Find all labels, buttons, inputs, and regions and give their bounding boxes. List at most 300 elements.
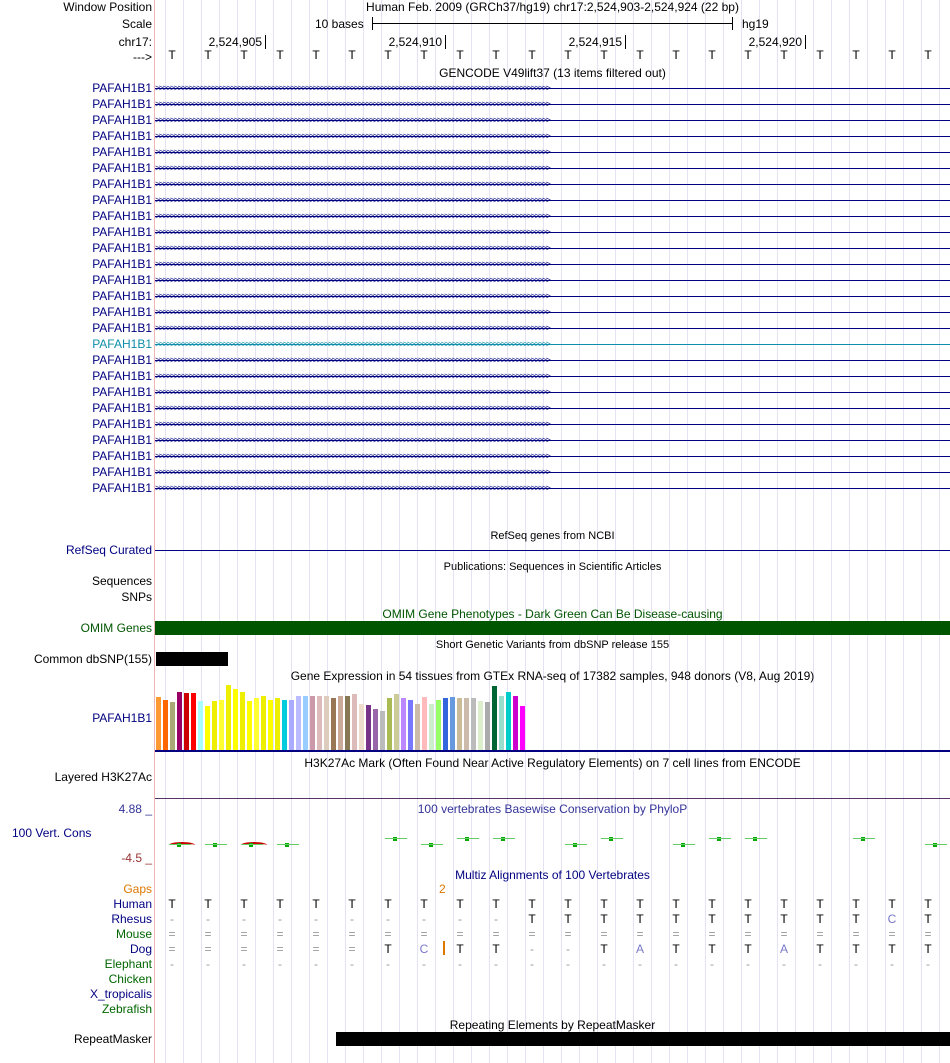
- phylop-score-tick: [169, 844, 191, 845]
- gencode-transcript-label[interactable]: PAFAH1B1: [92, 449, 152, 463]
- gencode-transcript-label[interactable]: PAFAH1B1: [92, 113, 152, 127]
- gencode-transcript-label[interactable]: PAFAH1B1: [92, 145, 152, 159]
- transcript-strand-arrows: >>>>>>>>>>>>>>>>>>>>>>>>>>>>>>>>>>>>>>>>>>>>>>>>>>>>>>>>>>>>>>>>>>>>>>>>>>>>>>>>>>>>>>>>>>>>>>>>>>>>>>>>>: [155, 99, 550, 109]
- gtex-tissue-bar[interactable]: [401, 698, 406, 750]
- position-tick-mark: [265, 35, 266, 49]
- alignment-base: T: [924, 912, 932, 926]
- gaps-label: Gaps: [123, 882, 152, 896]
- alignment-base: =: [348, 927, 356, 941]
- base-letter: T: [816, 48, 824, 62]
- species-label[interactable]: Zebrafish: [101, 1002, 152, 1016]
- gap-count: 2: [439, 882, 446, 896]
- alignment-base: -: [350, 957, 354, 971]
- alignment-base: T: [852, 942, 860, 956]
- position-tick-mark: [445, 35, 446, 49]
- alignment-base: =: [780, 927, 788, 941]
- alignment-base: T: [744, 912, 752, 926]
- gtex-tissue-bar[interactable]: [177, 692, 182, 750]
- alignment-base: -: [422, 912, 426, 926]
- alignment-base: -: [422, 957, 426, 971]
- alignment-base: =: [888, 927, 896, 941]
- base-letter: T: [456, 48, 464, 62]
- dbsnp-label[interactable]: Common dbSNP(155): [33, 652, 152, 666]
- species-label[interactable]: Dog: [129, 942, 152, 956]
- transcript-strand-arrows: >>>>>>>>>>>>>>>>>>>>>>>>>>>>>>>>>>>>>>>>>>>>>>>>>>>>>>>>>>>>>>>>>>>>>>>>>>>>>>>>>>>>>>>>>>>>>>>>>>>>>>>>>: [155, 259, 550, 269]
- gtex-tissue-bar[interactable]: [394, 694, 399, 750]
- gtex-tissue-bar[interactable]: [261, 696, 266, 750]
- alignment-base: -: [530, 942, 534, 956]
- phylop-score-tick: [241, 844, 263, 845]
- snps-label[interactable]: SNPs: [121, 590, 152, 604]
- alignment-base: =: [636, 927, 644, 941]
- alignment-base: -: [674, 957, 678, 971]
- gtex-tissue-bar[interactable]: [254, 698, 259, 750]
- transcript-strand-arrows: >>>>>>>>>>>>>>>>>>>>>>>>>>>>>>>>>>>>>>>>>>>>>>>>>>>>>>>>>>>>>>>>>>>>>>>>>>>>>>>>>>>>>>>>>>>>>>>>>>>>>>>>>: [155, 307, 550, 317]
- scale-bar-line: [372, 23, 732, 24]
- alignment-base: -: [602, 957, 606, 971]
- publications-track-title: Publications: Sequences in Scientific Articles: [443, 561, 662, 573]
- phylop-score-tick: [457, 838, 479, 839]
- position-tick-mark: [625, 35, 626, 49]
- gencode-transcript-label[interactable]: PAFAH1B1: [92, 177, 152, 191]
- alignment-base: =: [276, 927, 284, 941]
- alignment-base: T: [672, 912, 680, 926]
- alignment-base: T: [276, 897, 284, 911]
- base-letter: T: [384, 48, 392, 62]
- position-tick-label: 2,524,915: [568, 35, 622, 49]
- gtex-tissue-bar[interactable]: [443, 698, 448, 750]
- gtex-tissue-bar[interactable]: [429, 704, 434, 750]
- refseq-label[interactable]: RefSeq Curated: [65, 543, 152, 557]
- phylop-negative-peak: [169, 842, 195, 848]
- species-label[interactable]: Human: [113, 897, 152, 911]
- alignment-base: T: [420, 897, 428, 911]
- alignment-base: =: [528, 927, 536, 941]
- gencode-transcript-label[interactable]: PAFAH1B1: [92, 225, 152, 239]
- transcript-strand-arrows: >>>>>>>>>>>>>>>>>>>>>>>>>>>>>>>>>>>>>>>>>>>>>>>>>>>>>>>>>>>>>>>>>>>>>>>>>>>>>>>>>>>>>>>>>>>>>>>>>>>>>>>>>: [155, 339, 550, 349]
- gencode-transcript-label[interactable]: PAFAH1B1: [92, 97, 152, 111]
- phylop-score-tick: [853, 838, 875, 839]
- alignment-base: T: [672, 897, 680, 911]
- base-letter: T: [240, 48, 248, 62]
- alignment-base: T: [708, 942, 716, 956]
- alignment-base: T: [744, 897, 752, 911]
- gtex-tissue-bar[interactable]: [373, 709, 378, 750]
- gtex-tissue-bar[interactable]: [331, 698, 336, 750]
- phylop-score-tick: [601, 838, 623, 839]
- gtex-tissue-bar[interactable]: [506, 692, 511, 750]
- gtex-tissue-bar[interactable]: [247, 701, 252, 750]
- alignment-base: -: [350, 912, 354, 926]
- alignment-base: T: [708, 897, 716, 911]
- h3k27ac-label[interactable]: Layered H3K27Ac: [54, 770, 152, 784]
- alignment-base: T: [636, 897, 644, 911]
- h3k27ac-baseline: [155, 798, 950, 799]
- transcript-strand-arrows: >>>>>>>>>>>>>>>>>>>>>>>>>>>>>>>>>>>>>>>>>>>>>>>>>>>>>>>>>>>>>>>>>>>>>>>>>>>>>>>>>>>>>>>>>>>>>>>>>>>>>>>>>: [155, 147, 550, 157]
- base-letter: T: [708, 48, 716, 62]
- alignment-base: =: [168, 942, 176, 956]
- gtex-tissue-bar[interactable]: [513, 696, 518, 750]
- species-label[interactable]: Mouse: [115, 927, 152, 941]
- alignment-base: T: [384, 897, 392, 911]
- transcript-strand-arrows: >>>>>>>>>>>>>>>>>>>>>>>>>>>>>>>>>>>>>>>>>>>>>>>>>>>>>>>>>>>>>>>>>>>>>>>>>>>>>>>>>>>>>>>>>>>>>>>>>>>>>>>>>: [155, 323, 550, 333]
- refseq-gene-line[interactable]: [155, 550, 950, 551]
- alignment-base: =: [744, 927, 752, 941]
- gencode-transcript-label[interactable]: PAFAH1B1: [92, 129, 152, 143]
- gtex-tissue-bar[interactable]: [499, 696, 504, 750]
- multiz-track-title: Multiz Alignments of 100 Vertebrates: [455, 868, 650, 882]
- repeatmasker-label[interactable]: RepeatMasker: [73, 1032, 152, 1046]
- phylop-score-tick: [205, 844, 227, 845]
- base-letter: T: [276, 48, 284, 62]
- alignment-base: T: [852, 912, 860, 926]
- gtex-tissue-bar[interactable]: [296, 696, 301, 750]
- strand-label: --->: [133, 50, 152, 64]
- species-label[interactable]: Chicken: [108, 972, 152, 986]
- dbsnp-variant-bar[interactable]: [156, 652, 228, 666]
- alignment-base: T: [168, 897, 176, 911]
- gencode-transcript-label[interactable]: PAFAH1B1: [92, 305, 152, 319]
- h3k27ac-track-title: H3K27Ac Mark (Often Found Near Active Regulatory Elements) on 7 cell lines from ENCODE: [304, 756, 801, 770]
- gtex-tissue-bar[interactable]: [219, 700, 224, 750]
- gtex-tissue-bar[interactable]: [415, 704, 420, 750]
- alignment-base: -: [170, 957, 174, 971]
- alignment-base: -: [566, 957, 570, 971]
- base-letter: T: [852, 48, 860, 62]
- alignment-base: -: [926, 957, 930, 971]
- alignment-base: -: [278, 957, 282, 971]
- alignment-base: =: [420, 927, 428, 941]
- gtex-tissue-bar[interactable]: [163, 700, 168, 750]
- alignment-base: =: [240, 942, 248, 956]
- alignment-base: T: [564, 912, 572, 926]
- gtex-tissue-bar[interactable]: [520, 706, 525, 750]
- gencode-transcript-label[interactable]: PAFAH1B1: [92, 369, 152, 383]
- gencode-transcript-label[interactable]: PAFAH1B1: [92, 481, 152, 495]
- alignment-base: T: [924, 897, 932, 911]
- base-letter: T: [528, 48, 536, 62]
- gtex-tissue-bar[interactable]: [366, 705, 371, 750]
- transcript-strand-arrows: >>>>>>>>>>>>>>>>>>>>>>>>>>>>>>>>>>>>>>>>>>>>>>>>>>>>>>>>>>>>>>>>>>>>>>>>>>>>>>>>>>>>>>>>>>>>>>>>>>>>>>>>>: [155, 387, 550, 397]
- base-letter: T: [312, 48, 320, 62]
- alignment-base: T: [456, 897, 464, 911]
- gtex-tissue-bar[interactable]: [324, 696, 329, 750]
- gtex-tissue-bar[interactable]: [492, 686, 497, 750]
- alignment-base: -: [206, 912, 210, 926]
- alignment-base: T: [744, 942, 752, 956]
- transcript-strand-arrows: >>>>>>>>>>>>>>>>>>>>>>>>>>>>>>>>>>>>>>>>>>>>>>>>>>>>>>>>>>>>>>>>>>>>>>>>>>>>>>>>>>>>>>>>>>>>>>>>>>>>>>>>>: [155, 291, 550, 301]
- position-tick-mark: [805, 35, 806, 49]
- dog-insertion-mark: [443, 941, 445, 955]
- alignment-base: -: [458, 912, 462, 926]
- alignment-base: -: [494, 957, 498, 971]
- alignment-base: =: [312, 927, 320, 941]
- phylop-min-label: -4.5 _: [121, 851, 152, 865]
- scale-bases-text: 10 bases: [315, 17, 364, 31]
- gencode-transcript-label[interactable]: PAFAH1B1: [92, 193, 152, 207]
- alignment-base: -: [386, 912, 390, 926]
- transcript-strand-arrows: >>>>>>>>>>>>>>>>>>>>>>>>>>>>>>>>>>>>>>>>>>>>>>>>>>>>>>>>>>>>>>>>>>>>>>>>>>>>>>>>>>>>>>>>>>>>>>>>>>>>>>>>>: [155, 419, 550, 429]
- transcript-strand-arrows: >>>>>>>>>>>>>>>>>>>>>>>>>>>>>>>>>>>>>>>>>>>>>>>>>>>>>>>>>>>>>>>>>>>>>>>>>>>>>>>>>>>>>>>>>>>>>>>>>>>>>>>>>: [155, 483, 550, 493]
- gtex-tissue-bar[interactable]: [212, 701, 217, 750]
- position-tick-label: 2,524,910: [388, 35, 442, 49]
- gtex-tissue-bar[interactable]: [289, 700, 294, 750]
- alignment-base: =: [204, 927, 212, 941]
- transcript-strand-arrows: >>>>>>>>>>>>>>>>>>>>>>>>>>>>>>>>>>>>>>>>>>>>>>>>>>>>>>>>>>>>>>>>>>>>>>>>>>>>>>>>>>>>>>>>>>>>>>>>>>>>>>>>>: [155, 451, 550, 461]
- gencode-track-title: GENCODE V49lift37 (13 items filtered out): [439, 66, 666, 80]
- species-label[interactable]: Rhesus: [111, 912, 152, 926]
- alignment-base: -: [494, 912, 498, 926]
- transcript-strand-arrows: >>>>>>>>>>>>>>>>>>>>>>>>>>>>>>>>>>>>>>>>>>>>>>>>>>>>>>>>>>>>>>>>>>>>>>>>>>>>>>>>>>>>>>>>>>>>>>>>>>>>>>>>>: [155, 371, 550, 381]
- gtex-tissue-bar[interactable]: [352, 694, 357, 750]
- alignment-base: T: [492, 942, 500, 956]
- alignment-base: -: [746, 957, 750, 971]
- gencode-transcript-label[interactable]: PAFAH1B1: [92, 353, 152, 367]
- alignment-base: T: [600, 897, 608, 911]
- species-label[interactable]: Elephant: [104, 957, 152, 971]
- gtex-tissue-bar[interactable]: [240, 692, 245, 750]
- alignment-base: =: [708, 927, 716, 941]
- gencode-transcript-label[interactable]: PAFAH1B1: [92, 401, 152, 415]
- transcript-strand-arrows: >>>>>>>>>>>>>>>>>>>>>>>>>>>>>>>>>>>>>>>>>>>>>>>>>>>>>>>>>>>>>>>>>>>>>>>>>>>>>>>>>>>>>>>>>>>>>>>>>>>>>>>>>: [155, 275, 550, 285]
- alignment-base: T: [672, 942, 680, 956]
- base-letter: T: [492, 48, 500, 62]
- species-label[interactable]: X_tropicalis: [89, 987, 152, 1001]
- refseq-track-title: RefSeq genes from NCBI: [490, 530, 615, 542]
- gencode-transcript-label[interactable]: PAFAH1B1: [92, 81, 152, 95]
- alignment-base: =: [204, 942, 212, 956]
- phylop-score-tick: [925, 844, 947, 845]
- gtex-tissue-bar[interactable]: [478, 701, 483, 750]
- alignment-base: =: [492, 927, 500, 941]
- gtex-tissue-bar[interactable]: [380, 711, 385, 750]
- transcript-strand-arrows: >>>>>>>>>>>>>>>>>>>>>>>>>>>>>>>>>>>>>>>>>>>>>>>>>>>>>>>>>>>>>>>>>>>>>>>>>>>>>>>>>>>>>>>>>>>>>>>>>>>>>>>>>: [155, 243, 550, 253]
- transcript-strand-arrows: >>>>>>>>>>>>>>>>>>>>>>>>>>>>>>>>>>>>>>>>>>>>>>>>>>>>>>>>>>>>>>>>>>>>>>>>>>>>>>>>>>>>>>>>>>>>>>>>>>>>>>>>>: [155, 467, 550, 477]
- alignment-base: C: [887, 912, 897, 926]
- alignment-base: T: [780, 912, 788, 926]
- transcript-strand-arrows: >>>>>>>>>>>>>>>>>>>>>>>>>>>>>>>>>>>>>>>>>>>>>>>>>>>>>>>>>>>>>>>>>>>>>>>>>>>>>>>>>>>>>>>>>>>>>>>>>>>>>>>>>: [155, 83, 550, 93]
- omim-gene-bar[interactable]: [155, 621, 950, 635]
- alignment-base: T: [204, 897, 212, 911]
- gtex-tissue-bar[interactable]: [485, 702, 490, 750]
- alignment-base: T: [780, 897, 788, 911]
- gtex-track-title: Gene Expression in 54 tissues from GTEx RNA-seq of 17382 samples, 948 donors (V8, Aug 2019): [290, 669, 815, 683]
- base-letter: T: [348, 48, 356, 62]
- base-letter: T: [672, 48, 680, 62]
- alignment-base: T: [564, 897, 572, 911]
- window-position-text: Human Feb. 2009 (GRCh37/hg19) chr17:2,524,903-2,524,924 (22 bp): [366, 0, 739, 14]
- gencode-transcript-label[interactable]: PAFAH1B1: [92, 417, 152, 431]
- scale-label: Scale: [121, 17, 152, 31]
- alignment-base: T: [924, 942, 932, 956]
- scale-assembly-text: hg19: [742, 17, 769, 31]
- alignment-base: A: [779, 942, 788, 956]
- transcript-strand-arrows: >>>>>>>>>>>>>>>>>>>>>>>>>>>>>>>>>>>>>>>>>>>>>>>>>>>>>>>>>>>>>>>>>>>>>>>>>>>>>>>>>>>>>>>>>>>>>>>>>>>>>>>>>: [155, 227, 550, 237]
- sequences-label[interactable]: Sequences: [91, 574, 152, 588]
- gtex-tissue-bar[interactable]: [191, 693, 196, 750]
- gtex-tissue-bar[interactable]: [436, 700, 441, 750]
- gtex-tissue-bar[interactable]: [275, 698, 280, 750]
- phylop-score-tick: [709, 838, 731, 839]
- gtex-tissue-bar[interactable]: [422, 697, 427, 750]
- base-letter: T: [888, 48, 896, 62]
- alignment-base: -: [566, 942, 570, 956]
- track-labels-panel: [0, 0, 155, 1063]
- gencode-transcript-label[interactable]: PAFAH1B1: [92, 385, 152, 399]
- alignment-base: -: [314, 912, 318, 926]
- alignment-base: -: [458, 957, 462, 971]
- alignment-base: -: [710, 957, 714, 971]
- alignment-base: -: [170, 912, 174, 926]
- alignment-base: =: [312, 942, 320, 956]
- alignment-base: T: [384, 942, 392, 956]
- gencode-transcript-label[interactable]: PAFAH1B1: [92, 321, 152, 335]
- repeatmasker-track-title: Repeating Elements by RepeatMasker: [449, 1018, 656, 1032]
- alignment-base: T: [528, 897, 536, 911]
- gtex-tissue-bar[interactable]: [310, 696, 315, 750]
- alignment-base: T: [708, 912, 716, 926]
- alignment-base: T: [816, 942, 824, 956]
- transcript-strand-arrows: >>>>>>>>>>>>>>>>>>>>>>>>>>>>>>>>>>>>>>>>>>>>>>>>>>>>>>>>>>>>>>>>>>>>>>>>>>>>>>>>>>>>>>>>>>>>>>>>>>>>>>>>>: [155, 435, 550, 445]
- alignment-base: -: [782, 957, 786, 971]
- alignment-base: T: [816, 897, 824, 911]
- transcript-strand-arrows: >>>>>>>>>>>>>>>>>>>>>>>>>>>>>>>>>>>>>>>>>>>>>>>>>>>>>>>>>>>>>>>>>>>>>>>>>>>>>>>>>>>>>>>>>>>>>>>>>>>>>>>>>: [155, 195, 550, 205]
- alignment-base: =: [456, 927, 464, 941]
- gtex-tissue-bar[interactable]: [387, 698, 392, 750]
- alignment-base: =: [924, 927, 932, 941]
- alignment-base: -: [818, 957, 822, 971]
- base-letter: T: [204, 48, 212, 62]
- phylop-score-tick: [385, 838, 407, 839]
- alignment-base: -: [206, 957, 210, 971]
- alignment-base: -: [242, 957, 246, 971]
- alignment-base: T: [888, 942, 896, 956]
- gtex-tissue-bar[interactable]: [170, 702, 175, 750]
- omim-track-title: OMIM Gene Phenotypes - Dark Green Can Be Disease-causing: [382, 607, 723, 621]
- alignment-base: T: [852, 897, 860, 911]
- base-letter: T: [780, 48, 788, 62]
- gtex-tissue-bar[interactable]: [457, 698, 462, 750]
- alignment-base: -: [242, 912, 246, 926]
- alignment-base: =: [600, 927, 608, 941]
- base-letter: T: [168, 48, 176, 62]
- alignment-base: -: [386, 957, 390, 971]
- alignment-base: T: [636, 912, 644, 926]
- gencode-transcript-label[interactable]: PAFAH1B1: [92, 209, 152, 223]
- gtex-baseline: [155, 750, 950, 752]
- gencode-transcript-label[interactable]: PAFAH1B1: [92, 161, 152, 175]
- phylop-label[interactable]: 100 Vert. Cons: [12, 826, 92, 840]
- phylop-score-tick: [277, 844, 299, 845]
- alignment-base: -: [530, 957, 534, 971]
- base-letter: T: [744, 48, 752, 62]
- phylop-score-tick: [673, 844, 695, 845]
- gtex-tissue-bar[interactable]: [205, 706, 210, 750]
- scale-bar-right-tick: [732, 17, 733, 30]
- gencode-transcript-label[interactable]: PAFAH1B1: [92, 257, 152, 271]
- alignment-base: =: [240, 927, 248, 941]
- omim-label[interactable]: OMIM Genes: [80, 621, 152, 635]
- gencode-transcript-label[interactable]: PAFAH1B1: [92, 433, 152, 447]
- base-letter: T: [564, 48, 572, 62]
- alignment-base: T: [348, 897, 356, 911]
- phylop-track-title: 100 vertebrates Basewise Conservation by PhyloP: [417, 802, 688, 816]
- position-tick-label: 2,524,905: [208, 35, 262, 49]
- transcript-strand-arrows: >>>>>>>>>>>>>>>>>>>>>>>>>>>>>>>>>>>>>>>>>>>>>>>>>>>>>>>>>>>>>>>>>>>>>>>>>>>>>>>>>>>>>>>>>>>>>>>>>>>>>>>>>: [155, 403, 550, 413]
- alignment-base: T: [492, 897, 500, 911]
- alignment-base: =: [564, 927, 572, 941]
- gtex-tissue-bar[interactable]: [303, 696, 308, 750]
- alignment-base: -: [278, 912, 282, 926]
- gtex-tissue-bar[interactable]: [156, 697, 161, 750]
- alignment-base: =: [672, 927, 680, 941]
- alignment-base: -: [314, 957, 318, 971]
- transcript-strand-arrows: >>>>>>>>>>>>>>>>>>>>>>>>>>>>>>>>>>>>>>>>>>>>>>>>>>>>>>>>>>>>>>>>>>>>>>>>>>>>>>>>>>>>>>>>>>>>>>>>>>>>>>>>>: [155, 211, 550, 221]
- scale-bar-left-tick: [372, 17, 373, 30]
- dbsnp-track-title: Short Genetic Variants from dbSNP release 155: [435, 639, 670, 651]
- transcript-strand-arrows: >>>>>>>>>>>>>>>>>>>>>>>>>>>>>>>>>>>>>>>>>>>>>>>>>>>>>>>>>>>>>>>>>>>>>>>>>>>>>>>>>>>>>>>>>>>>>>>>>>>>>>>>>: [155, 355, 550, 365]
- base-letter: T: [600, 48, 608, 62]
- track-image-panel: [155, 0, 950, 1063]
- gtex-tissue-bar[interactable]: [338, 696, 343, 750]
- gencode-transcript-label[interactable]: PAFAH1B1: [92, 289, 152, 303]
- phylop-score-tick: [565, 844, 587, 845]
- chrom-label: chr17:: [118, 35, 152, 49]
- gtex-tissue-bar[interactable]: [198, 701, 203, 750]
- alignment-base: A: [635, 942, 644, 956]
- gtex-tissue-bar[interactable]: [282, 700, 287, 750]
- gtex-tissue-bar[interactable]: [317, 696, 322, 750]
- phylop-max-label: 4.88 _: [118, 802, 152, 816]
- gtex-tissue-bar[interactable]: [226, 685, 231, 750]
- transcript-strand-arrows: >>>>>>>>>>>>>>>>>>>>>>>>>>>>>>>>>>>>>>>>>>>>>>>>>>>>>>>>>>>>>>>>>>>>>>>>>>>>>>>>>>>>>>>>>>>>>>>>>>>>>>>>>: [155, 179, 550, 189]
- transcript-strand-arrows: >>>>>>>>>>>>>>>>>>>>>>>>>>>>>>>>>>>>>>>>>>>>>>>>>>>>>>>>>>>>>>>>>>>>>>>>>>>>>>>>>>>>>>>>>>>>>>>>>>>>>>>>>: [155, 115, 550, 125]
- position-tick-label: 2,524,920: [748, 35, 802, 49]
- gencode-transcript-label[interactable]: PAFAH1B1: [92, 337, 152, 351]
- gtex-tissue-bar[interactable]: [471, 698, 476, 750]
- gtex-gene-label[interactable]: PAFAH1B1: [92, 711, 152, 725]
- gtex-tissue-bar[interactable]: [408, 700, 413, 750]
- gtex-tissue-bar[interactable]: [268, 700, 273, 750]
- track-divider: [154, 0, 155, 1063]
- gencode-transcript-label[interactable]: PAFAH1B1: [92, 273, 152, 287]
- gencode-transcript-label[interactable]: PAFAH1B1: [92, 465, 152, 479]
- phylop-negative-peak: [241, 842, 267, 848]
- phylop-score-tick: [745, 838, 767, 839]
- alignment-base: =: [384, 927, 392, 941]
- alignment-base: T: [816, 912, 824, 926]
- alignment-base: C: [419, 942, 429, 956]
- gtex-tissue-bar[interactable]: [184, 693, 189, 750]
- gtex-tissue-bar[interactable]: [464, 698, 469, 750]
- repeat-element-bar[interactable]: [336, 1032, 950, 1046]
- gtex-tissue-bar[interactable]: [359, 704, 364, 750]
- gencode-transcript-label[interactable]: PAFAH1B1: [92, 241, 152, 255]
- alignment-base: T: [600, 942, 608, 956]
- alignment-base: =: [276, 942, 284, 956]
- gtex-tissue-bar[interactable]: [450, 697, 455, 750]
- gtex-tissue-bar[interactable]: [233, 689, 238, 750]
- alignment-base: T: [312, 897, 320, 911]
- phylop-score-tick: [493, 838, 515, 839]
- alignment-base: T: [888, 897, 896, 911]
- alignment-base: T: [600, 912, 608, 926]
- base-letter: T: [420, 48, 428, 62]
- alignment-base: T: [528, 912, 536, 926]
- alignment-base: T: [456, 942, 464, 956]
- base-letter: T: [924, 48, 932, 62]
- gtex-tissue-bar[interactable]: [345, 696, 350, 750]
